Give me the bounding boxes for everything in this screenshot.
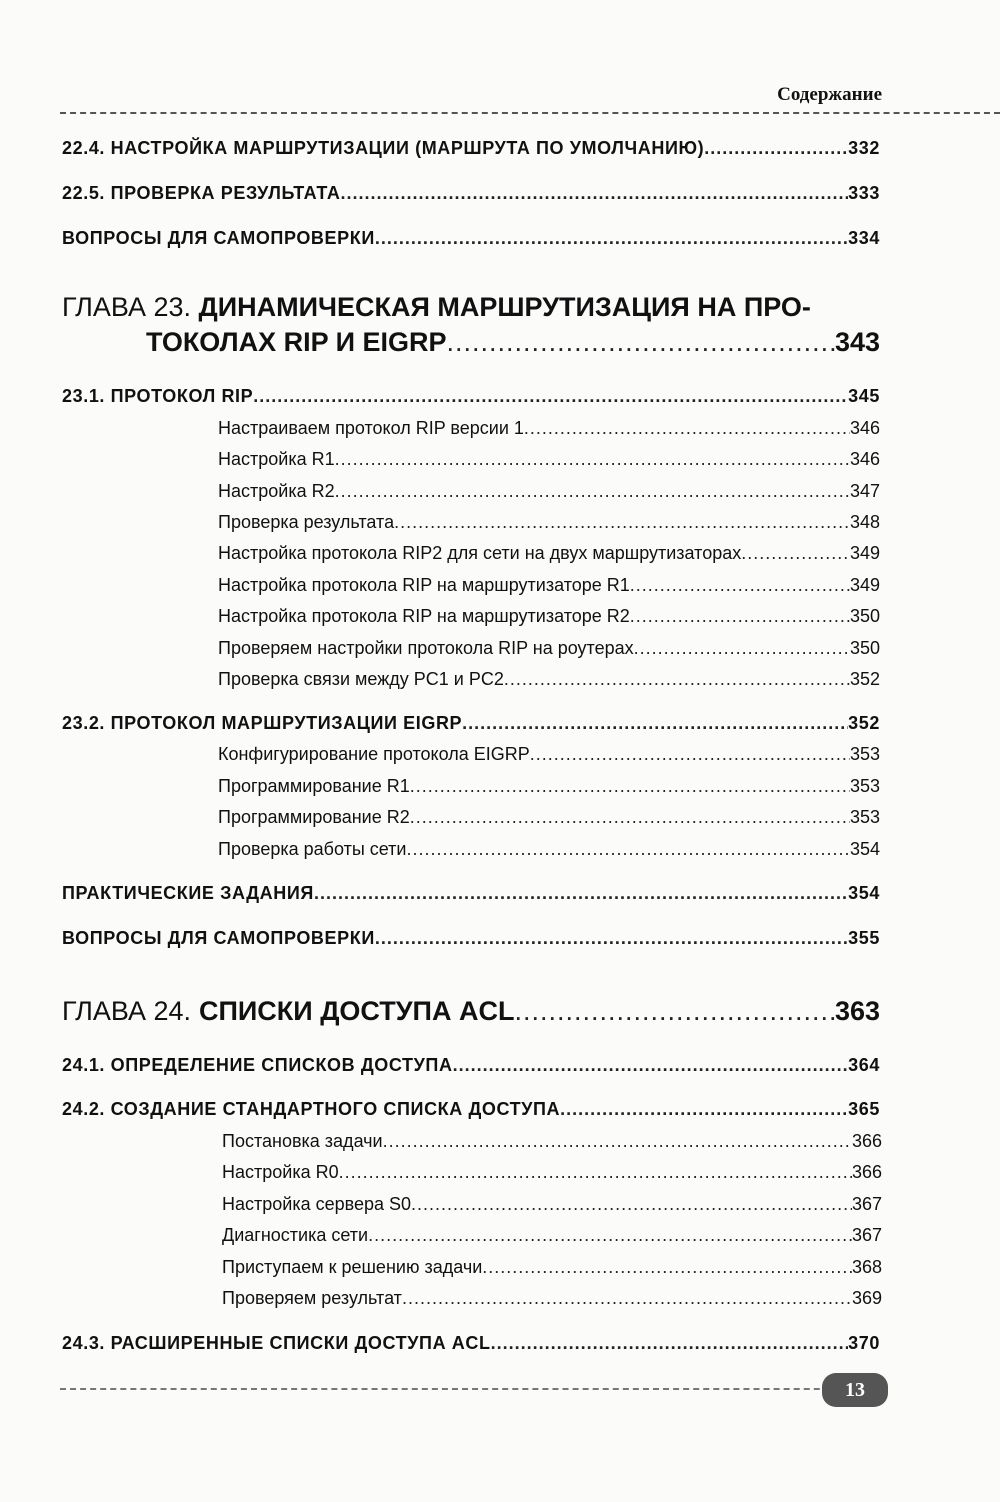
toc-entry-page: 367	[851, 1225, 882, 1245]
toc-entry[interactable]	[62, 183, 880, 204]
toc-entry-page: 353	[849, 807, 880, 827]
toc-entry-title: Программирование R2	[218, 807, 410, 827]
leader-dots	[630, 606, 850, 627]
chapter-24-lead: ГЛАВА 24.	[62, 996, 191, 1026]
toc-entry-sub[interactable]	[218, 543, 880, 564]
toc-entry-page: 353	[849, 744, 880, 764]
toc-entry-title: ПРАКТИЧЕСКИЕ ЗАДАНИЯ	[62, 883, 314, 903]
toc-entry-page: 350	[849, 606, 880, 626]
toc-entry-title: Настраиваем протокол RIP версии 1	[218, 418, 524, 438]
toc-entry-page: 366	[851, 1162, 882, 1182]
toc-entry-page: 352	[849, 669, 880, 689]
leader-dots	[634, 638, 850, 659]
toc-entry-title: Настройка R0	[222, 1162, 339, 1182]
leader-dots	[368, 1225, 852, 1246]
toc-entry-title: Конфигурирование протокола EIGRP	[218, 744, 530, 764]
leader-dots	[453, 1055, 849, 1076]
leader-dots	[410, 807, 850, 828]
leader-dots	[375, 228, 848, 249]
toc-entry-sub[interactable]	[218, 776, 880, 797]
toc-entry-title: 22.4. НАСТРОЙКА МАРШРУТИЗАЦИИ (МАРШРУТА ПО УМОЛЧАНИЮ)	[62, 138, 705, 158]
toc-entry-title: Программирование R1	[218, 776, 410, 796]
chapter-23-title-line2: ТОКОЛАХ RIP И EIGRP	[146, 327, 447, 357]
running-head: Содержание	[777, 84, 882, 105]
toc-entry-sub[interactable]	[218, 638, 880, 659]
toc-entry-title: 24.3. РАСШИРЕННЫЕ СПИСКИ ДОСТУПА ACL	[62, 1333, 491, 1353]
leader-dots	[314, 883, 848, 904]
toc-entry-page: 333	[848, 183, 880, 203]
toc-entry-title: ВОПРОСЫ ДЛЯ САМОПРОВЕРКИ	[62, 928, 375, 948]
toc-entry-title: Настройка R2	[218, 481, 335, 501]
toc-entry-page: 349	[849, 575, 880, 595]
leader-dots	[335, 481, 850, 502]
leader-dots	[462, 713, 848, 734]
toc-entry-title: Проверяем результат	[222, 1288, 402, 1308]
toc-entry-title: Проверка связи между PC1 и PC2	[218, 669, 504, 689]
leader-dots	[394, 512, 850, 533]
toc-entry-sub[interactable]	[218, 418, 880, 439]
toc-entry-title: Проверка работы сети	[218, 839, 407, 859]
leader-dots	[383, 1131, 852, 1152]
toc-entry-title: 22.5. ПРОВЕРКА РЕЗУЛЬТАТА	[62, 183, 341, 203]
chapter-23-title-line1: ДИНАМИЧЕСКАЯ МАРШРУТИЗАЦИЯ НА ПРО-	[198, 292, 811, 322]
chapter-24-page: 363	[834, 996, 880, 1026]
leader-dots	[406, 839, 849, 860]
chapter-23-lead: ГЛАВА 23.	[62, 292, 191, 322]
toc-entry-page: 354	[848, 883, 880, 903]
toc-entry-title: Настройка протокола RIP2 для сети на двух маршрутизаторах	[218, 543, 742, 563]
toc-entry-sub[interactable]	[218, 481, 880, 502]
toc-entry-section[interactable]	[62, 713, 880, 734]
leader-dots	[402, 1288, 852, 1309]
toc-entry-title: Настройка сервера S0	[222, 1194, 412, 1214]
toc-entry-page: 346	[849, 449, 880, 469]
toc-entry-title: Настройка протокола RIP на маршрутизаторе R1	[218, 575, 630, 595]
toc-entry-page: 334	[848, 228, 880, 248]
toc-entry-title: Постановка задачи	[222, 1131, 383, 1151]
toc-entry-page: 349	[849, 543, 880, 563]
toc-entry-title: Настройка R1	[218, 449, 335, 469]
toc-entry-title: 24.2. СОЗДАНИЕ СТАНДАРТНОГО СПИСКА ДОСТУПА	[62, 1099, 561, 1119]
leader-dots	[704, 138, 848, 159]
toc-entry-sub[interactable]	[218, 807, 880, 828]
toc-entry-title: Проверяем настройки протокола RIP на роутерах	[218, 638, 634, 658]
toc-entry-page: 355	[848, 928, 880, 948]
leader-dots	[524, 418, 850, 439]
toc-entry-section[interactable]	[62, 1099, 880, 1120]
toc-entry-sub[interactable]	[222, 1131, 882, 1152]
toc-entry-title: 24.1. ОПРЕДЕЛЕНИЕ СПИСКОВ ДОСТУПА	[62, 1055, 453, 1075]
toc-entry-sub[interactable]	[222, 1162, 882, 1183]
toc-entry-title: Настройка протокола RIP на маршрутизаторе R2	[218, 606, 630, 626]
leader-dots	[514, 996, 834, 1027]
chapter-24-heading[interactable]	[62, 996, 880, 1027]
leader-dots	[482, 1257, 852, 1278]
toc-entry-sub[interactable]	[218, 839, 880, 860]
leader-dots	[491, 1333, 849, 1354]
leader-dots	[741, 543, 850, 564]
toc-entry-sub[interactable]	[222, 1194, 882, 1215]
toc-entry-page: 365	[848, 1099, 880, 1119]
leader-dots	[504, 669, 850, 690]
leader-dots	[560, 1099, 848, 1120]
toc-entry-sub[interactable]	[218, 606, 880, 627]
toc-entry-section[interactable]	[62, 386, 880, 407]
toc-entry-page: 352	[848, 713, 880, 733]
toc-entry-section[interactable]	[62, 1055, 880, 1076]
toc-entry-sub[interactable]	[218, 449, 880, 470]
leader-dots	[340, 183, 848, 204]
page-number-badge: 13	[822, 1373, 888, 1407]
leader-dots	[375, 928, 848, 949]
toc-entry-page: 350	[849, 638, 880, 658]
toc-entry[interactable]	[62, 138, 880, 159]
footer-rule	[60, 1388, 860, 1390]
toc-entry-title: Приступаем к решению задачи	[222, 1257, 483, 1277]
toc-entry-sub[interactable]	[222, 1288, 882, 1309]
toc-entry-page: 347	[849, 481, 880, 501]
toc-entry-page: 368	[851, 1257, 882, 1277]
chapter-23-title-line2-entry[interactable]	[146, 327, 880, 358]
toc-entry-title: Диагностика сети	[222, 1225, 369, 1245]
toc-entry-title: 23.1. ПРОТОКОЛ RIP	[62, 386, 254, 406]
toc-entry-page: 348	[849, 512, 880, 532]
toc-entry-page: 354	[849, 839, 880, 859]
toc-entry-section[interactable]	[62, 883, 880, 904]
toc-entry-sub[interactable]	[222, 1257, 882, 1278]
toc-entry-sub[interactable]	[218, 744, 880, 765]
toc-entry-page: 345	[848, 386, 880, 406]
leader-dots	[253, 386, 848, 407]
toc-entry-title: ВОПРОСЫ ДЛЯ САМОПРОВЕРКИ	[62, 228, 375, 248]
leader-dots	[410, 776, 850, 797]
toc-entry-sub[interactable]	[218, 669, 880, 690]
chapter-24-title: СПИСКИ ДОСТУПА ACL	[199, 996, 515, 1026]
toc-entry-page: 370	[848, 1333, 880, 1353]
toc-entry-title: 23.2. ПРОТОКОЛ МАРШРУТИЗАЦИИ EIGRP	[62, 713, 463, 733]
toc-entry-page: 332	[848, 138, 880, 158]
toc-entry-title: Проверка результата	[218, 512, 395, 532]
leader-dots	[339, 1162, 852, 1183]
leader-dots	[530, 744, 850, 765]
toc-entry-page: 367	[851, 1194, 882, 1214]
toc-entry-sub[interactable]	[218, 512, 880, 533]
toc-entry-page: 346	[849, 418, 880, 438]
toc-entry-section[interactable]	[62, 928, 880, 949]
toc-entry-page: 366	[851, 1131, 882, 1151]
toc-entry-section[interactable]	[62, 1333, 880, 1354]
toc-entry-sub[interactable]	[222, 1225, 882, 1246]
toc-entry[interactable]	[62, 228, 880, 249]
leader-dots	[411, 1194, 852, 1215]
toc-entry-sub[interactable]	[218, 575, 880, 596]
toc-entry-page: 353	[849, 776, 880, 796]
leader-dots	[335, 449, 850, 470]
toc-entry-page: 364	[848, 1055, 880, 1075]
toc-entry-page: 369	[851, 1288, 882, 1308]
chapter-23-page: 343	[834, 327, 880, 357]
chapter-23-heading[interactable]	[62, 292, 811, 323]
leader-dots	[447, 327, 835, 358]
header-rule	[60, 112, 1000, 114]
leader-dots	[630, 575, 850, 596]
